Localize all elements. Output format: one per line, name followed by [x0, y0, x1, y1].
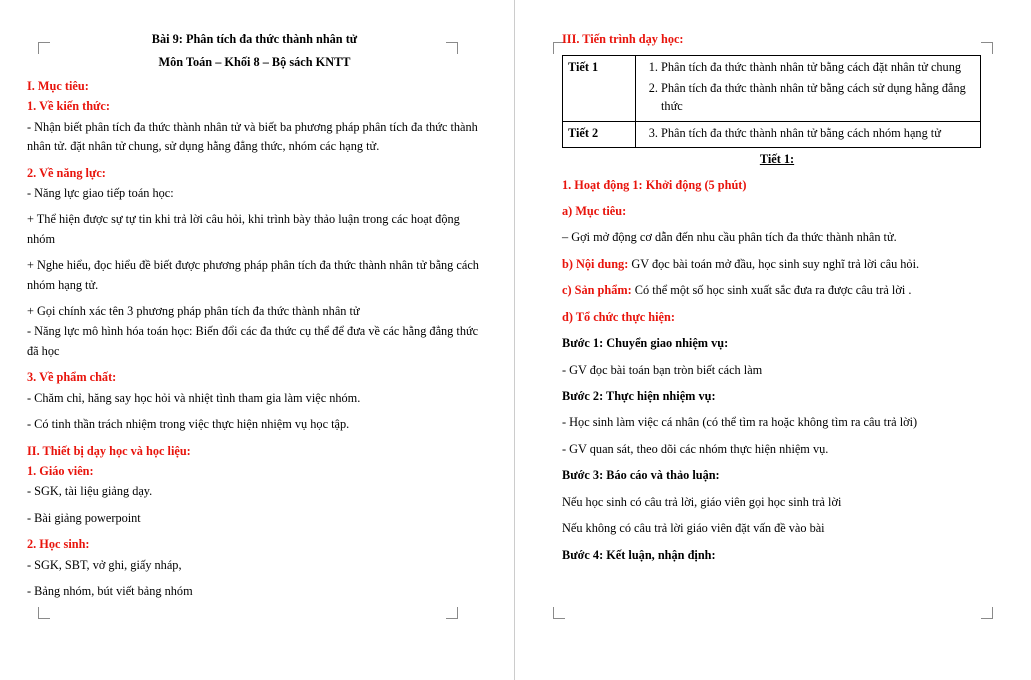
paragraph-san-pham-c — [562, 281, 992, 300]
paragraph-giao-vien-2: - Bài giảng powerpoint — [27, 510, 141, 525]
paragraph-muc-tieu-a: – Gợi mở động cơ dẫn đến nhu cầu phân tích đa thức thành nhân tử. — [562, 230, 897, 245]
paragraph-giao-vien-1: - SGK, tài liệu giảng dạy. — [27, 484, 153, 499]
list-item: 2. Phân tích đa thức thành nhân tử bằng cách sử dụng hằng đẳng thức — [661, 79, 975, 116]
paragraph-noi-dung-b — [562, 255, 992, 274]
list-item: 1. Phân tích đa thức thành nhân tử bằng cách đặt nhân tử chung — [661, 58, 975, 76]
label-san-pham: c) Sản phẩm: — [562, 283, 632, 298]
heading-ve-nang-luc: 2. Về năng lực: — [27, 165, 106, 180]
heading-buoc-1: Bước 1: Chuyển giao nhiệm vụ: — [562, 336, 729, 351]
heading-muc-tieu: I. Mục tiêu: — [27, 78, 89, 93]
text-noi-dung: GV đọc bài toán mở đầu, học sinh suy nghĩ trả lời câu hỏi. — [628, 256, 920, 271]
heading-buoc-2: Bước 2: Thực hiện nhiệm vụ: — [562, 388, 716, 403]
page-left — [0, 0, 515, 680]
paragraph-hoc-sinh-2: - Bảng nhóm, bút viết bảng nhóm — [27, 584, 193, 599]
heading-buoc-4: Bước 4: Kết luận, nhận định: — [562, 547, 716, 562]
paragraph-buoc-1: - GV đọc bài toán bạn tròn biết cách làm — [562, 362, 763, 377]
table-cell-tiet-2: Tiết 2 — [563, 121, 636, 147]
lesson-plan-table — [562, 55, 981, 148]
paragraph-nang-luc-1: + Thể hiện được sự tự tin khi trả lời câu hỏi, khi trình bày thảo luận trong các hoạt động nhóm — [27, 212, 460, 246]
paragraph-buoc-3-1: Nếu học sinh có câu trả lời, giáo viên gọi học sinh trả lời — [562, 494, 842, 509]
tiet-label: Tiết 1: — [759, 152, 795, 167]
paragraph-pham-chat-1: - Chăm chỉ, hăng say học hỏi và nhiệt tình tham gia làm việc nhóm. — [27, 390, 361, 405]
heading-ve-kien-thuc: 1. Về kiến thức: — [27, 99, 110, 114]
page-right-content — [562, 30, 992, 625]
paragraph-nang-luc-giao-tiep: - Năng lực giao tiếp toán học: — [27, 185, 174, 200]
heading-giao-vien: 1. Giáo viên: — [27, 464, 94, 479]
paragraph-nang-luc-2: + Nghe hiểu, đọc hiểu đề biết được phương pháp phân tích đa thức thành nhân tử bằng cách nhóm hạng tử. — [27, 258, 479, 292]
heading-hoat-dong-1: 1. Hoạt động 1: Khởi động (5 phút) — [562, 177, 747, 192]
document-title — [27, 30, 482, 73]
table-cell-tiet-1-items — [636, 56, 981, 121]
label-noi-dung: b) Nội dung: — [562, 256, 629, 271]
heading-thiet-bi: II. Thiết bị dạy học và học liệu: — [27, 443, 191, 458]
table-cell-tiet-1: Tiết 1 — [563, 56, 636, 121]
heading-hoc-sinh: 2. Học sinh: — [27, 537, 90, 552]
paragraph-nang-luc-3: + Gọi chính xác tên 3 phương pháp phân tích đa thức thành nhân tử — [27, 304, 360, 319]
paragraph-kien-thuc: - Nhận biết phân tích đa thức thành nhân tử và biết ba phương pháp phân tích đa thức thành nhân tử. đặt nhân tử chung, sử dụng hằng đẳng thức, nhóm các hạng tử. — [27, 119, 478, 154]
document-title-line-1: Bài 9: Phân tích đa thức thành nhân tử — [151, 32, 358, 46]
text-san-pham: Có thể một số học sinh xuất sắc đưa ra được câu trả lời . — [631, 283, 912, 298]
table-row — [563, 121, 981, 147]
document-title-line-2: Môn Toán – Khối 8 – Bộ sách KNTT — [158, 55, 351, 70]
paragraph-buoc-3-2: Nếu không có câu trả lời giáo viên đặt vấn đề vào bài — [562, 521, 825, 536]
page-left-content — [27, 30, 482, 625]
heading-muc-tieu-a: a) Mục tiêu: — [562, 204, 627, 219]
page-right — [515, 0, 1030, 680]
heading-tien-trinh: III. Tiến trình dạy học: — [562, 32, 684, 46]
list-item: 3. Phân tích đa thức thành nhân tử bằng cách nhóm hạng tử — [661, 124, 975, 142]
table-cell-tiet-2-items — [636, 121, 981, 147]
heading-buoc-3: Bước 3: Báo cáo và thảo luận: — [562, 468, 720, 483]
paragraph-nang-luc-4: - Năng lực mô hình hóa toán học: Biến đổi các đa thức cụ thể để đưa về các hằng đẳng thức đã học — [27, 324, 479, 358]
heading-to-chuc-thuc-hien: d) Tổ chức thực hiện: — [562, 309, 675, 324]
paragraph-pham-chat-2: - Có tinh thần trách nhiệm trong việc thực hiện nhiệm vụ học tập. — [27, 417, 350, 432]
paragraph-buoc-2-1: - Học sinh làm việc cá nhân (có thể tìm ra hoặc không tìm ra câu trả lời) — [562, 415, 918, 430]
paragraph-buoc-2-2: - GV quan sát, theo dõi các nhóm thực hiện nhiệm vụ. — [562, 441, 829, 456]
heading-ve-pham-chat: 3. Về phẩm chất: — [27, 370, 117, 385]
paragraph-hoc-sinh-1: - SGK, SBT, vở ghi, giấy nháp, — [27, 557, 182, 572]
table-row — [563, 56, 981, 121]
